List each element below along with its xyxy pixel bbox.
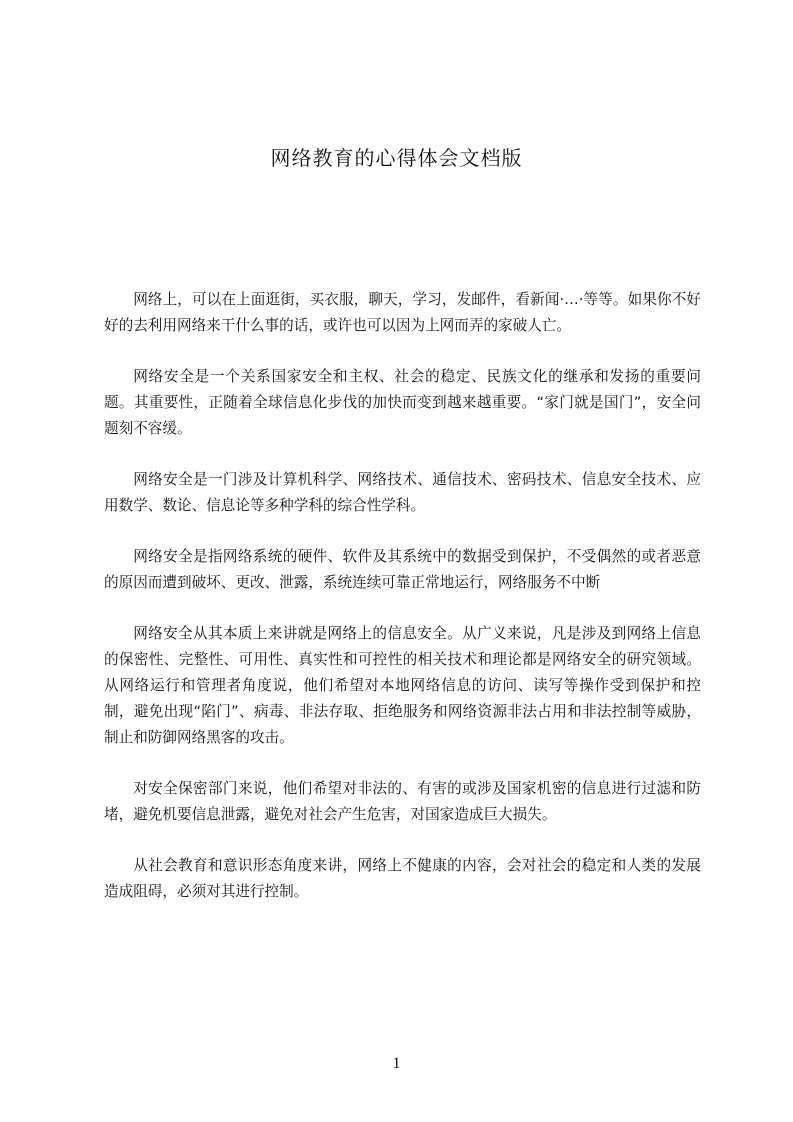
paragraph-3: 网络安全是一门涉及计算机科学、网络技术、通信技术、密码技术、信息安全技术、应用数学、数论、信息论等多种学科的综合性学科。	[104, 471, 701, 514]
document-title: 网络教育的心得体会文档版	[270, 146, 523, 170]
paragraph-6: 对安全保密部门来说，他们希望对非法的、有害的或涉及国家机密的信息进行过滤和防堵，避免机要信息泄露，避免对社会产生危害，对国家造成巨大损失。	[104, 780, 701, 823]
paragraph-1: 网络上，可以在上面逛街，买衣服，聊天，学习，发邮件，看新闻·…·等等。如果你不好好的去利用网络来干什么事的话，或许也可以因为上网而弄的家破人亡。	[104, 291, 701, 334]
paragraph-7: 从社会教育和意识形态角度来讲，网络上不健康的内容，会对社会的稳定和人类的发展造成阻碍，必须对其进行控制。	[104, 857, 701, 900]
document-body	[104, 287, 701, 930]
paragraph-5: 网络安全从其本质上来讲就是网络上的信息安全。从广义来说，凡是涉及到网络上信息的保密性、完整性、可用性、真实性和可控性的相关技术和理论都是网络安全的研究领域。从网络运行和管理者角度说，他们希望对本地网络信息的访问、读写等操作受到保护和控制，避免出现“陷门”、病毒、非法存取、拒绝服务和网络资源非法占用和非法控制等威胁，制止和防御网络黑客的攻击。	[104, 625, 701, 746]
paragraph-4: 网络安全是指网络系统的硬件、软件及其系统中的数据受到保护，不受偶然的或者恶意的原因而遭到破坏、更改、泄露，系统连续可靠正常地运行，网络服务不中断	[104, 548, 701, 591]
page-number: 1	[392, 1055, 401, 1072]
paragraph-2: 网络安全是一个关系国家安全和主权、社会的稳定、民族文化的继承和发扬的重要问题。其重要性，正随着全球信息化步伐的加快而变到越来越重要。“家门就是国门”，安全问题刻不容缓。	[104, 368, 701, 437]
